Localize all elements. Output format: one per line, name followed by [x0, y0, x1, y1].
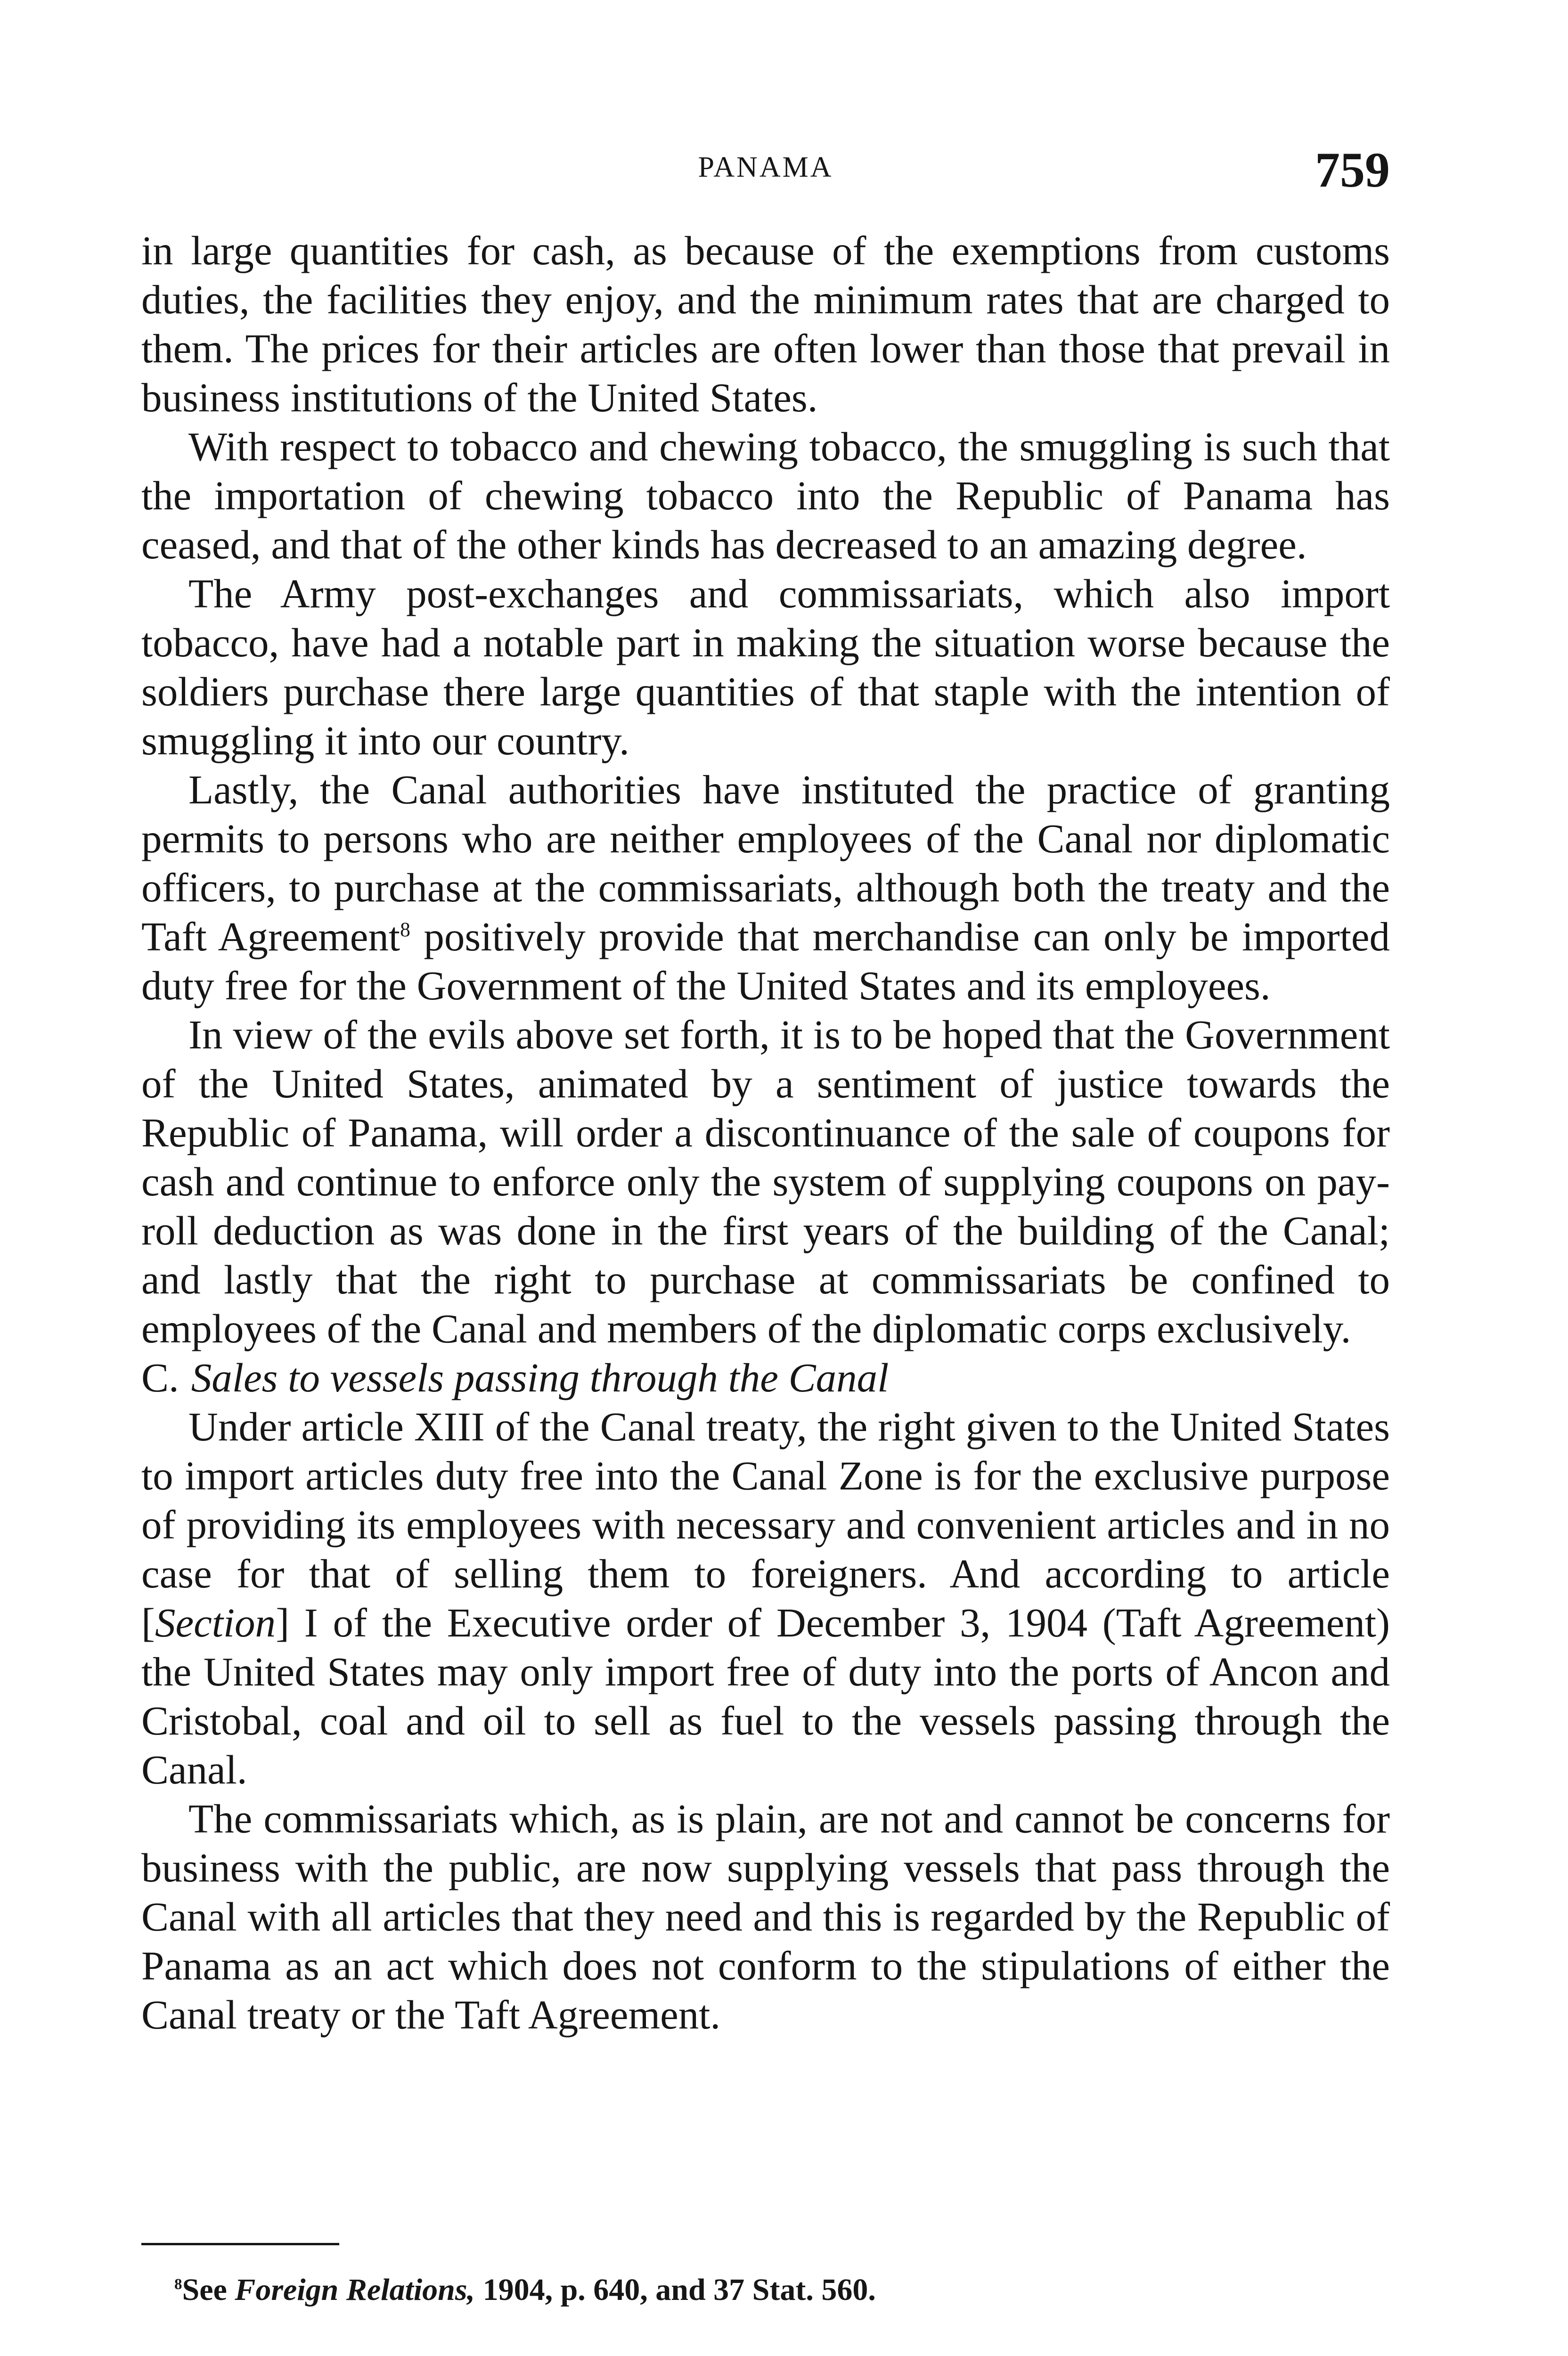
permits-text-start: Lastly, the Canal authorities have instituted the practice of granting permits to persons who are neither employees of the Canal nor diplomatic officers, to purchase at the commissariats, although both the treaty and the Taft Agreement: [141, 767, 1390, 959]
article-xiii-text-start: Under article XIII of the Canal treaty, the right given to the United States to import articles duty free into the Canal Zone is for the exclusive purpose of providing its employees with necessary and convenient articles and in no case for that of selling them to foreigners. And according to article [: [141, 1404, 1390, 1645]
page-number: 759: [1315, 142, 1390, 197]
paragraph-article-xiii: [141, 1402, 1390, 1794]
footnote-prefix: See: [182, 2273, 235, 2307]
main-text: [141, 226, 1390, 2039]
footnote-suffix: 1904, p. 640, and 37 Stat. 560.: [475, 2273, 876, 2307]
paragraph-commissariats-vessels: The commissariats which, as is plain, are not and cannot be concerns for business with the public, are now supplying vessels that pass through the Canal with all articles that they need and this is regarded by the Republic of Panama as an act which does not conform to the stipulations of either the Canal treaty or the Taft Agreement.: [141, 1796, 1390, 2037]
paragraph-permits: [141, 765, 1390, 1010]
footnote-source-title: Foreign Relations,: [235, 2273, 475, 2307]
footnote-marker: 8: [174, 2276, 182, 2293]
permits-text-end: positively provide that merchandise can only be imported duty free for the Government of the United States and its employees.: [141, 914, 1390, 1008]
paragraph-hoped-remedy: In view of the evils above set forth, it is to be hoped that the Government of the United States, animated by a sentiment of justice towards the Republic of Panama, will order a discontinuance of the sale of coupons for cash and continue to enforce only the system of supplying coupons on pay-roll deduction as was done in the first years of the building of the Canal; and lastly that the right to purchase at commissariats be confined to employees of the Canal and members of the diplomatic corps exclusively.: [141, 1012, 1390, 1351]
footnote-reference: 8: [400, 918, 410, 941]
paragraph-army-post-exchanges: The Army post-exchanges and commissariats, which also import tobacco, have had a notable part in making the situation worse because the soldiers purchase there large quantities of that staple with the intention of smuggling it into our country.: [141, 571, 1390, 763]
section-heading-c: [141, 1353, 1390, 1402]
section-letter: C.: [141, 1355, 179, 1400]
paragraph-continued: in large quantities for cash, as because of the exemptions from customs duties, the facilities they enjoy, and the minimum rates that are charged to them. The prices for their articles are often lower than those that prevail in business institutions of the United States.: [141, 228, 1390, 420]
footnote-divider: [141, 2243, 339, 2245]
section-word: Section: [155, 1600, 276, 1645]
footnote: [174, 2271, 1352, 2309]
article-xiii-text-end: ] I of the Executive order of December 3, 1904 (Taft Agreement) the United States may only import free of duty into the ports of Ancon and Cristobal, coal and oil to sell as fuel to the vessels passing through the Canal.: [141, 1600, 1390, 1792]
running-head: [141, 141, 1390, 207]
section-title: Sales to vessels passing through the Canal: [191, 1355, 889, 1400]
paragraph-tobacco-smuggling: With respect to tobacco and chewing tobacco, the smuggling is such that the importation of chewing tobacco into the Republic of Panama has ceased, and that of the other kinds has decreased to an amazing degree.: [141, 424, 1390, 567]
running-title: PANAMA: [698, 151, 833, 183]
